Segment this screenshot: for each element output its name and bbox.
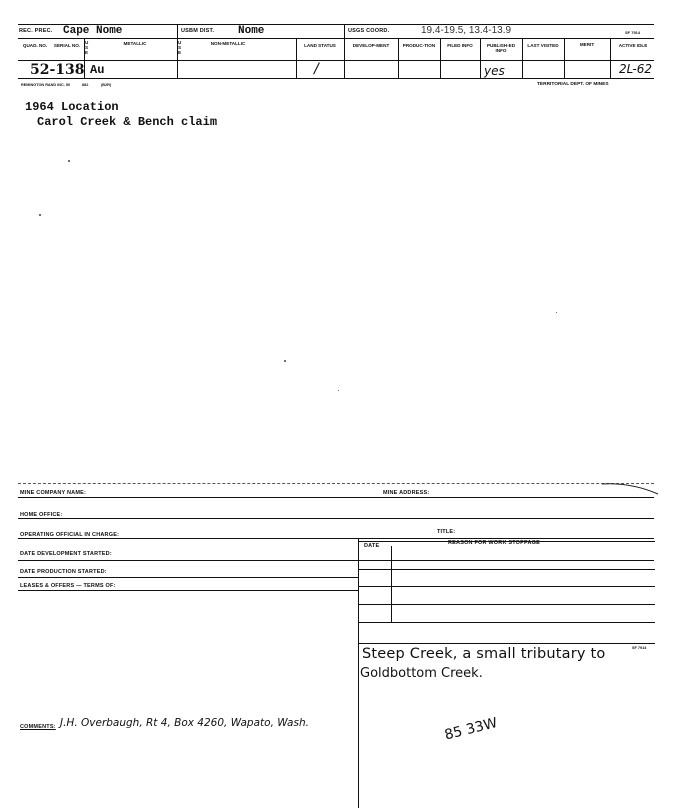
printer-code: 882 [82, 83, 89, 87]
col-use-nonmetallic: U S E [178, 40, 182, 55]
record-metallic: Au [90, 63, 105, 77]
scan-speck [39, 214, 41, 216]
location-note-line-1: Steep Creek, a small tributary to [362, 646, 606, 662]
rule [359, 643, 655, 644]
col-production: PRODUC-TION [402, 43, 436, 48]
rule [359, 604, 655, 605]
lower-form-top-rule [18, 483, 654, 484]
rule [18, 497, 654, 498]
rule [18, 560, 654, 561]
title-label: TITLE: [437, 529, 456, 535]
scan-speck [284, 360, 286, 362]
usbm-dist-label: USBM DIST. [181, 28, 215, 34]
printer-code-2: (B2R) [101, 83, 112, 87]
rec-prec-value: Cape Nome [63, 25, 123, 37]
location-note-line-2: Goldbottom Creek. [360, 666, 483, 681]
record-land-status: / [314, 61, 319, 77]
leases-offers-label: LEASES & OFFERS — TERMS OF: [20, 583, 116, 589]
record-published-info: yes [484, 64, 505, 78]
form-number-bottom: SF 7914 [632, 646, 647, 650]
col-merit: MERIT [579, 42, 595, 47]
col-published-info: PUBLISH-ED INFO [486, 43, 516, 53]
rule [359, 569, 655, 570]
scan-speck [68, 160, 70, 162]
rule [18, 518, 654, 519]
record-active-idle: 2L-62 [619, 62, 652, 76]
rule [18, 577, 358, 578]
note-line-2: Carol Creek & Bench claim [37, 115, 218, 129]
col-serial-no: SERIAL NO. [53, 43, 81, 48]
mine-address-label: MINE ADDRESS: [383, 490, 430, 496]
col-metallic: METALLIC [123, 41, 147, 46]
home-office-label: HOME OFFICE: [20, 512, 63, 518]
rec-prec-label: REC. PREC. [19, 28, 53, 34]
col-quad-no: QUAD. NO. [22, 43, 48, 48]
usgs-coord-value: 19.4-19.5, 13.4-13.9 [421, 25, 512, 36]
divider [344, 24, 345, 38]
col-active-idle: ACTIVE IDLE [618, 43, 648, 48]
lower-center-divider [358, 538, 359, 808]
usgs-coord-label: USGS COORD. [348, 28, 390, 34]
col-use-metallic: U S E [85, 40, 89, 55]
header-mid-rule [18, 38, 654, 39]
date-development-started-label: DATE DEVELOPMENT STARTED: [20, 551, 112, 557]
territorial-dept: TERRITORIAL DEPT. OF MINES [537, 82, 609, 87]
column-header-rule [18, 60, 654, 61]
rule [18, 590, 358, 591]
mine-company-name-label: MINE COMPANY NAME: [20, 490, 87, 496]
col-filed-info: FILED INFO [447, 43, 473, 48]
divider [177, 24, 178, 38]
record-quad-serial: 52-138 [30, 62, 85, 78]
pen-stroke [600, 480, 660, 496]
date-production-started-label: DATE PRODUCTION STARTED: [20, 569, 107, 575]
printer-credit: REMINGTON RAND INC. 50 [21, 83, 71, 87]
record-bottom-rule [18, 78, 654, 79]
scan-speck [556, 312, 557, 313]
date-column-divider [391, 546, 392, 622]
scan-speck [338, 390, 339, 391]
date-column-header: DATE [364, 543, 380, 549]
reason-column-header: REASON FOR WORK STOPPAGE [448, 540, 540, 546]
map-reference: 85 33W [443, 714, 500, 744]
rule [18, 538, 654, 539]
comments-value: J.H. Overbaugh, Rt 4, Box 4260, Wapato, Wash. [60, 717, 309, 729]
rule [359, 622, 655, 623]
usbm-dist-value: Nome [238, 25, 265, 37]
col-last-visited: LAST VISITED [527, 43, 559, 48]
operating-official-label: OPERATING OFFICIAL IN CHARGE: [20, 532, 120, 538]
form-number-top: SF 7914 [625, 30, 641, 35]
note-line-1: 1964 Location [25, 100, 119, 114]
col-land-status: LAND STATUS [304, 43, 336, 48]
col-development: DEVELOP-MENT [352, 43, 390, 48]
comments-label: COMMENTS: [20, 724, 56, 730]
col-nonmetallic: NON-METALLIC [210, 41, 246, 46]
rule [359, 586, 655, 587]
